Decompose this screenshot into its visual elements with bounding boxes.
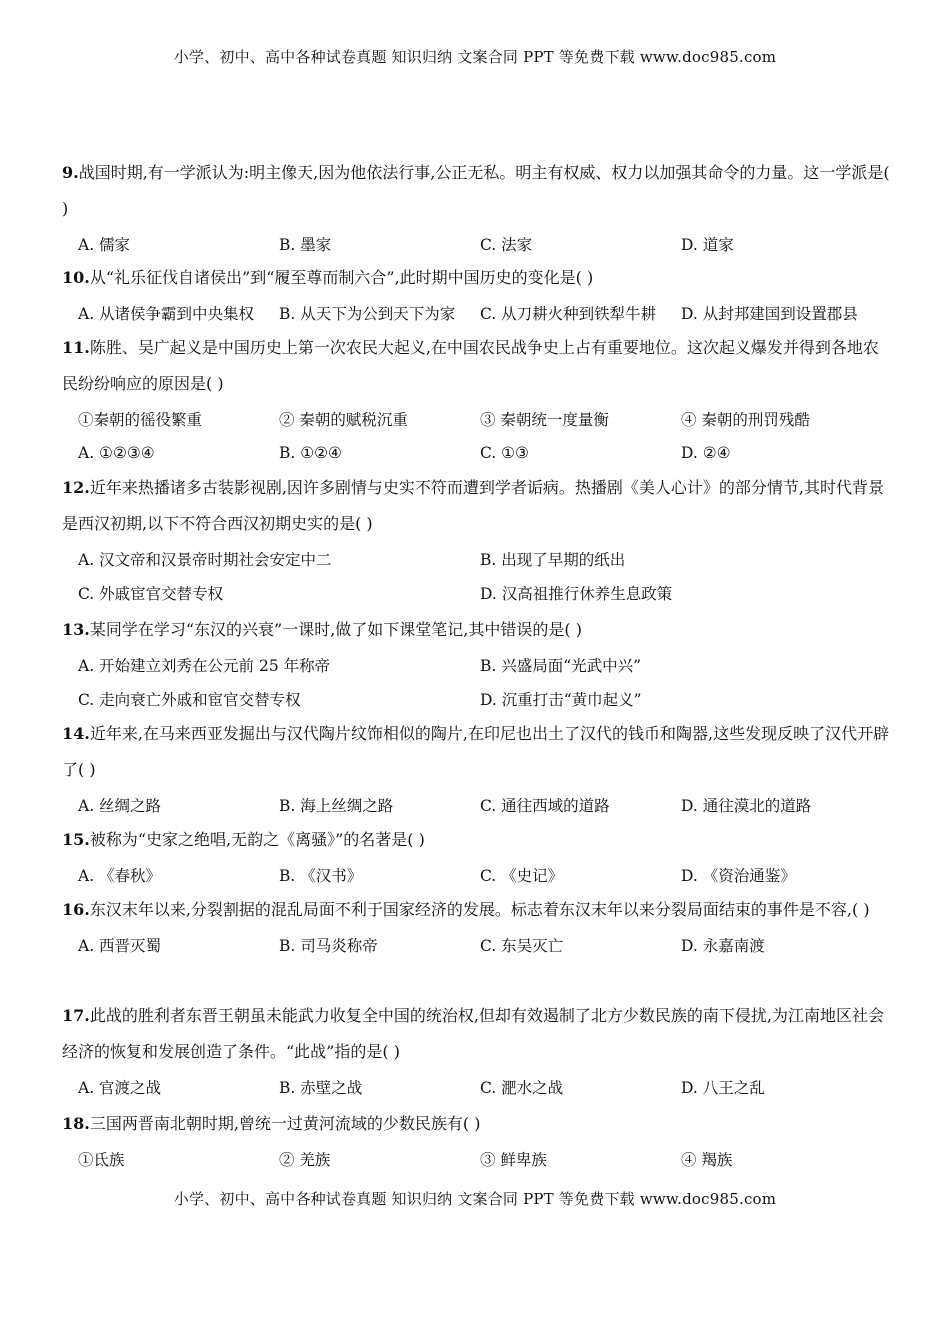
options-row bbox=[62, 682, 892, 716]
option-d[interactable]: D. 《资治通鉴》 bbox=[681, 867, 796, 885]
option-b[interactable]: B. 赤壁之战 bbox=[279, 1079, 363, 1097]
option-c[interactable]: C. ①③ bbox=[480, 444, 529, 462]
option-b[interactable]: B. ①②④ bbox=[279, 444, 342, 462]
statement-1: ①氐族 bbox=[78, 1151, 125, 1169]
statement-row bbox=[62, 1142, 892, 1176]
options-row bbox=[62, 296, 892, 330]
question-stem bbox=[62, 260, 892, 296]
options-row bbox=[62, 788, 892, 822]
statement-2: ② 羌族 bbox=[279, 1151, 331, 1169]
question-15 bbox=[62, 822, 892, 892]
question-number: 16. bbox=[62, 900, 90, 919]
option-c[interactable]: C. 通往西域的道路 bbox=[480, 797, 610, 815]
question-number: 15. bbox=[62, 830, 90, 849]
options-row bbox=[62, 1070, 892, 1104]
question-number: 11. bbox=[62, 338, 90, 357]
question-text: 从“礼乐征伐自诸侯出”到“履至尊而制六合”,此时期中国历史的变化是( ) bbox=[89, 268, 594, 287]
options-row bbox=[62, 928, 892, 962]
question-number: 12. bbox=[62, 478, 90, 497]
question-9 bbox=[62, 155, 892, 261]
option-a[interactable]: A. 开始建立刘秀在公元前 25 年称帝 bbox=[78, 657, 331, 675]
question-stem bbox=[62, 822, 892, 858]
question-stem bbox=[62, 892, 892, 928]
question-number: 9. bbox=[62, 163, 79, 182]
question-14 bbox=[62, 716, 892, 822]
question-text: 近年来热播诸多古装影视剧,因许多剧情与史实不符而遭到学者诟病。热播剧《美人心计》的部分情节,其时代背景是西汉初期,以下不符合西汉初期史实的是( ) bbox=[62, 478, 885, 533]
option-b[interactable]: B. 墨家 bbox=[279, 236, 332, 254]
question-16 bbox=[62, 892, 892, 962]
option-a[interactable]: A. 儒家 bbox=[78, 236, 131, 254]
statement-4: ④ 秦朝的刑罚残酷 bbox=[681, 411, 810, 429]
question-text: 某同学在学习“东汉的兴衰”一课时,做了如下课堂笔记,其中错误的是( ) bbox=[89, 620, 582, 639]
statement-4: ④ 羯族 bbox=[681, 1151, 733, 1169]
question-number: 14. bbox=[62, 724, 90, 743]
option-c[interactable]: C. 东吴灭亡 bbox=[480, 937, 564, 955]
option-c[interactable]: C. 法家 bbox=[480, 236, 533, 254]
options-row bbox=[62, 648, 892, 682]
option-a[interactable]: A. 西晋灭蜀 bbox=[78, 937, 162, 955]
question-text: 被称为“史家之绝唱,无韵之《离骚》”的名著是( ) bbox=[89, 830, 425, 849]
options-row bbox=[62, 542, 892, 576]
option-b[interactable]: B. 兴盛局面“光武中兴” bbox=[480, 657, 642, 675]
option-b[interactable]: B. 司马炎称帝 bbox=[279, 937, 378, 955]
statement-3: ③ 秦朝统一度量衡 bbox=[480, 411, 609, 429]
option-d[interactable]: D. 永嘉南渡 bbox=[681, 937, 765, 955]
question-stem bbox=[62, 716, 892, 788]
question-text: 近年来,在马来西亚发掘出与汉代陶片纹饰相似的陶片,在印尼也出土了汉代的钱币和陶器,这些发现反映了汉代开辟了( ) bbox=[62, 724, 890, 779]
statement-row bbox=[62, 402, 892, 436]
question-number: 10. bbox=[62, 268, 90, 287]
question-11 bbox=[62, 330, 892, 470]
option-c[interactable]: C. 从刀耕火种到铁犁牛耕 bbox=[480, 305, 657, 323]
question-12 bbox=[62, 470, 892, 610]
option-b[interactable]: B. 《汉书》 bbox=[279, 867, 363, 885]
option-a[interactable]: A. 丝绸之路 bbox=[78, 797, 162, 815]
option-c[interactable]: C. 走向衰亡外戚和宦官交替专权 bbox=[78, 691, 301, 709]
page-header: 小学、初中、高中各种试卷真题 知识归纳 文案合同 PPT 等免费下载 www.doc985.com bbox=[173, 48, 777, 66]
option-d[interactable]: D. 汉高祖推行休养生息政策 bbox=[480, 585, 673, 603]
option-d[interactable]: D. 通往漠北的道路 bbox=[681, 797, 812, 815]
question-number: 18. bbox=[62, 1114, 90, 1133]
option-a[interactable]: A. ①②③④ bbox=[78, 444, 155, 462]
question-17 bbox=[62, 998, 892, 1104]
question-text: 东汉末年以来,分裂割据的混乱局面不利于国家经济的发展。标志着东汉末年以来分裂局面结束的事件是不容,( ) bbox=[89, 900, 870, 919]
page-footer: 小学、初中、高中各种试卷真题 知识归纳 文案合同 PPT 等免费下载 www.doc985.com bbox=[173, 1190, 777, 1208]
option-d[interactable]: D. 从封邦建国到设置郡县 bbox=[681, 305, 858, 323]
question-stem bbox=[62, 470, 892, 542]
options-row bbox=[62, 858, 892, 892]
question-18 bbox=[62, 1106, 892, 1176]
question-stem bbox=[62, 155, 892, 227]
option-b[interactable]: B. 海上丝绸之路 bbox=[279, 797, 394, 815]
question-text: 战国时期,有一学派认为:明主像天,因为他依法行事,公正无私。明主有权威、权力以加强其命令的力量。这一学派是( ) bbox=[62, 163, 890, 218]
question-number: 17. bbox=[62, 1006, 90, 1025]
option-a[interactable]: A. 官渡之战 bbox=[78, 1079, 162, 1097]
statement-1: ①秦朝的徭役繁重 bbox=[78, 411, 203, 429]
option-d[interactable]: D. ②④ bbox=[681, 444, 731, 462]
question-stem bbox=[62, 998, 892, 1070]
question-text: 三国两晋南北朝时期,曾统一过黄河流域的少数民族有( ) bbox=[89, 1114, 481, 1133]
question-stem bbox=[62, 1106, 892, 1142]
option-a[interactable]: A. 汉文帝和汉景帝时期社会安定中二 bbox=[78, 551, 332, 569]
statement-2: ② 秦朝的赋税沉重 bbox=[279, 411, 408, 429]
option-c[interactable]: C. 淝水之战 bbox=[480, 1079, 564, 1097]
option-a[interactable]: A. 《春秋》 bbox=[78, 867, 162, 885]
option-d[interactable]: D. 道家 bbox=[681, 236, 734, 254]
question-text: 此战的胜利者东晋王朝虽未能武力收复全中国的统治权,但却有效遏制了北方少数民族的南下侵扰,为江南地区社会经济的恢复和发展创造了条件。“此战”指的是( ) bbox=[62, 1006, 885, 1061]
question-stem bbox=[62, 330, 892, 402]
option-b[interactable]: B. 从天下为公到天下为家 bbox=[279, 305, 456, 323]
statement-3: ③ 鲜卑族 bbox=[480, 1151, 547, 1169]
option-d[interactable]: D. 沉重打击“黄巾起义” bbox=[480, 691, 642, 709]
options-row bbox=[62, 576, 892, 610]
question-stem bbox=[62, 612, 892, 648]
question-13 bbox=[62, 612, 892, 716]
options-row bbox=[62, 436, 892, 470]
question-number: 13. bbox=[62, 620, 90, 639]
option-a[interactable]: A. 从诸侯争霸到中央集权 bbox=[78, 305, 255, 323]
options-row bbox=[62, 227, 892, 261]
question-text: 陈胜、吴广起义是中国历史上第一次农民大起义,在中国农民战争史上占有重要地位。这次起义爆发并得到各地农民纷纷响应的原因是( ) bbox=[62, 338, 879, 393]
option-c[interactable]: C. 外戚宦官交替专权 bbox=[78, 585, 224, 603]
option-c[interactable]: C. 《史记》 bbox=[480, 867, 564, 885]
question-10 bbox=[62, 260, 892, 330]
option-b[interactable]: B. 出现了早期的纸出 bbox=[480, 551, 626, 569]
option-d[interactable]: D. 八王之乱 bbox=[681, 1079, 765, 1097]
